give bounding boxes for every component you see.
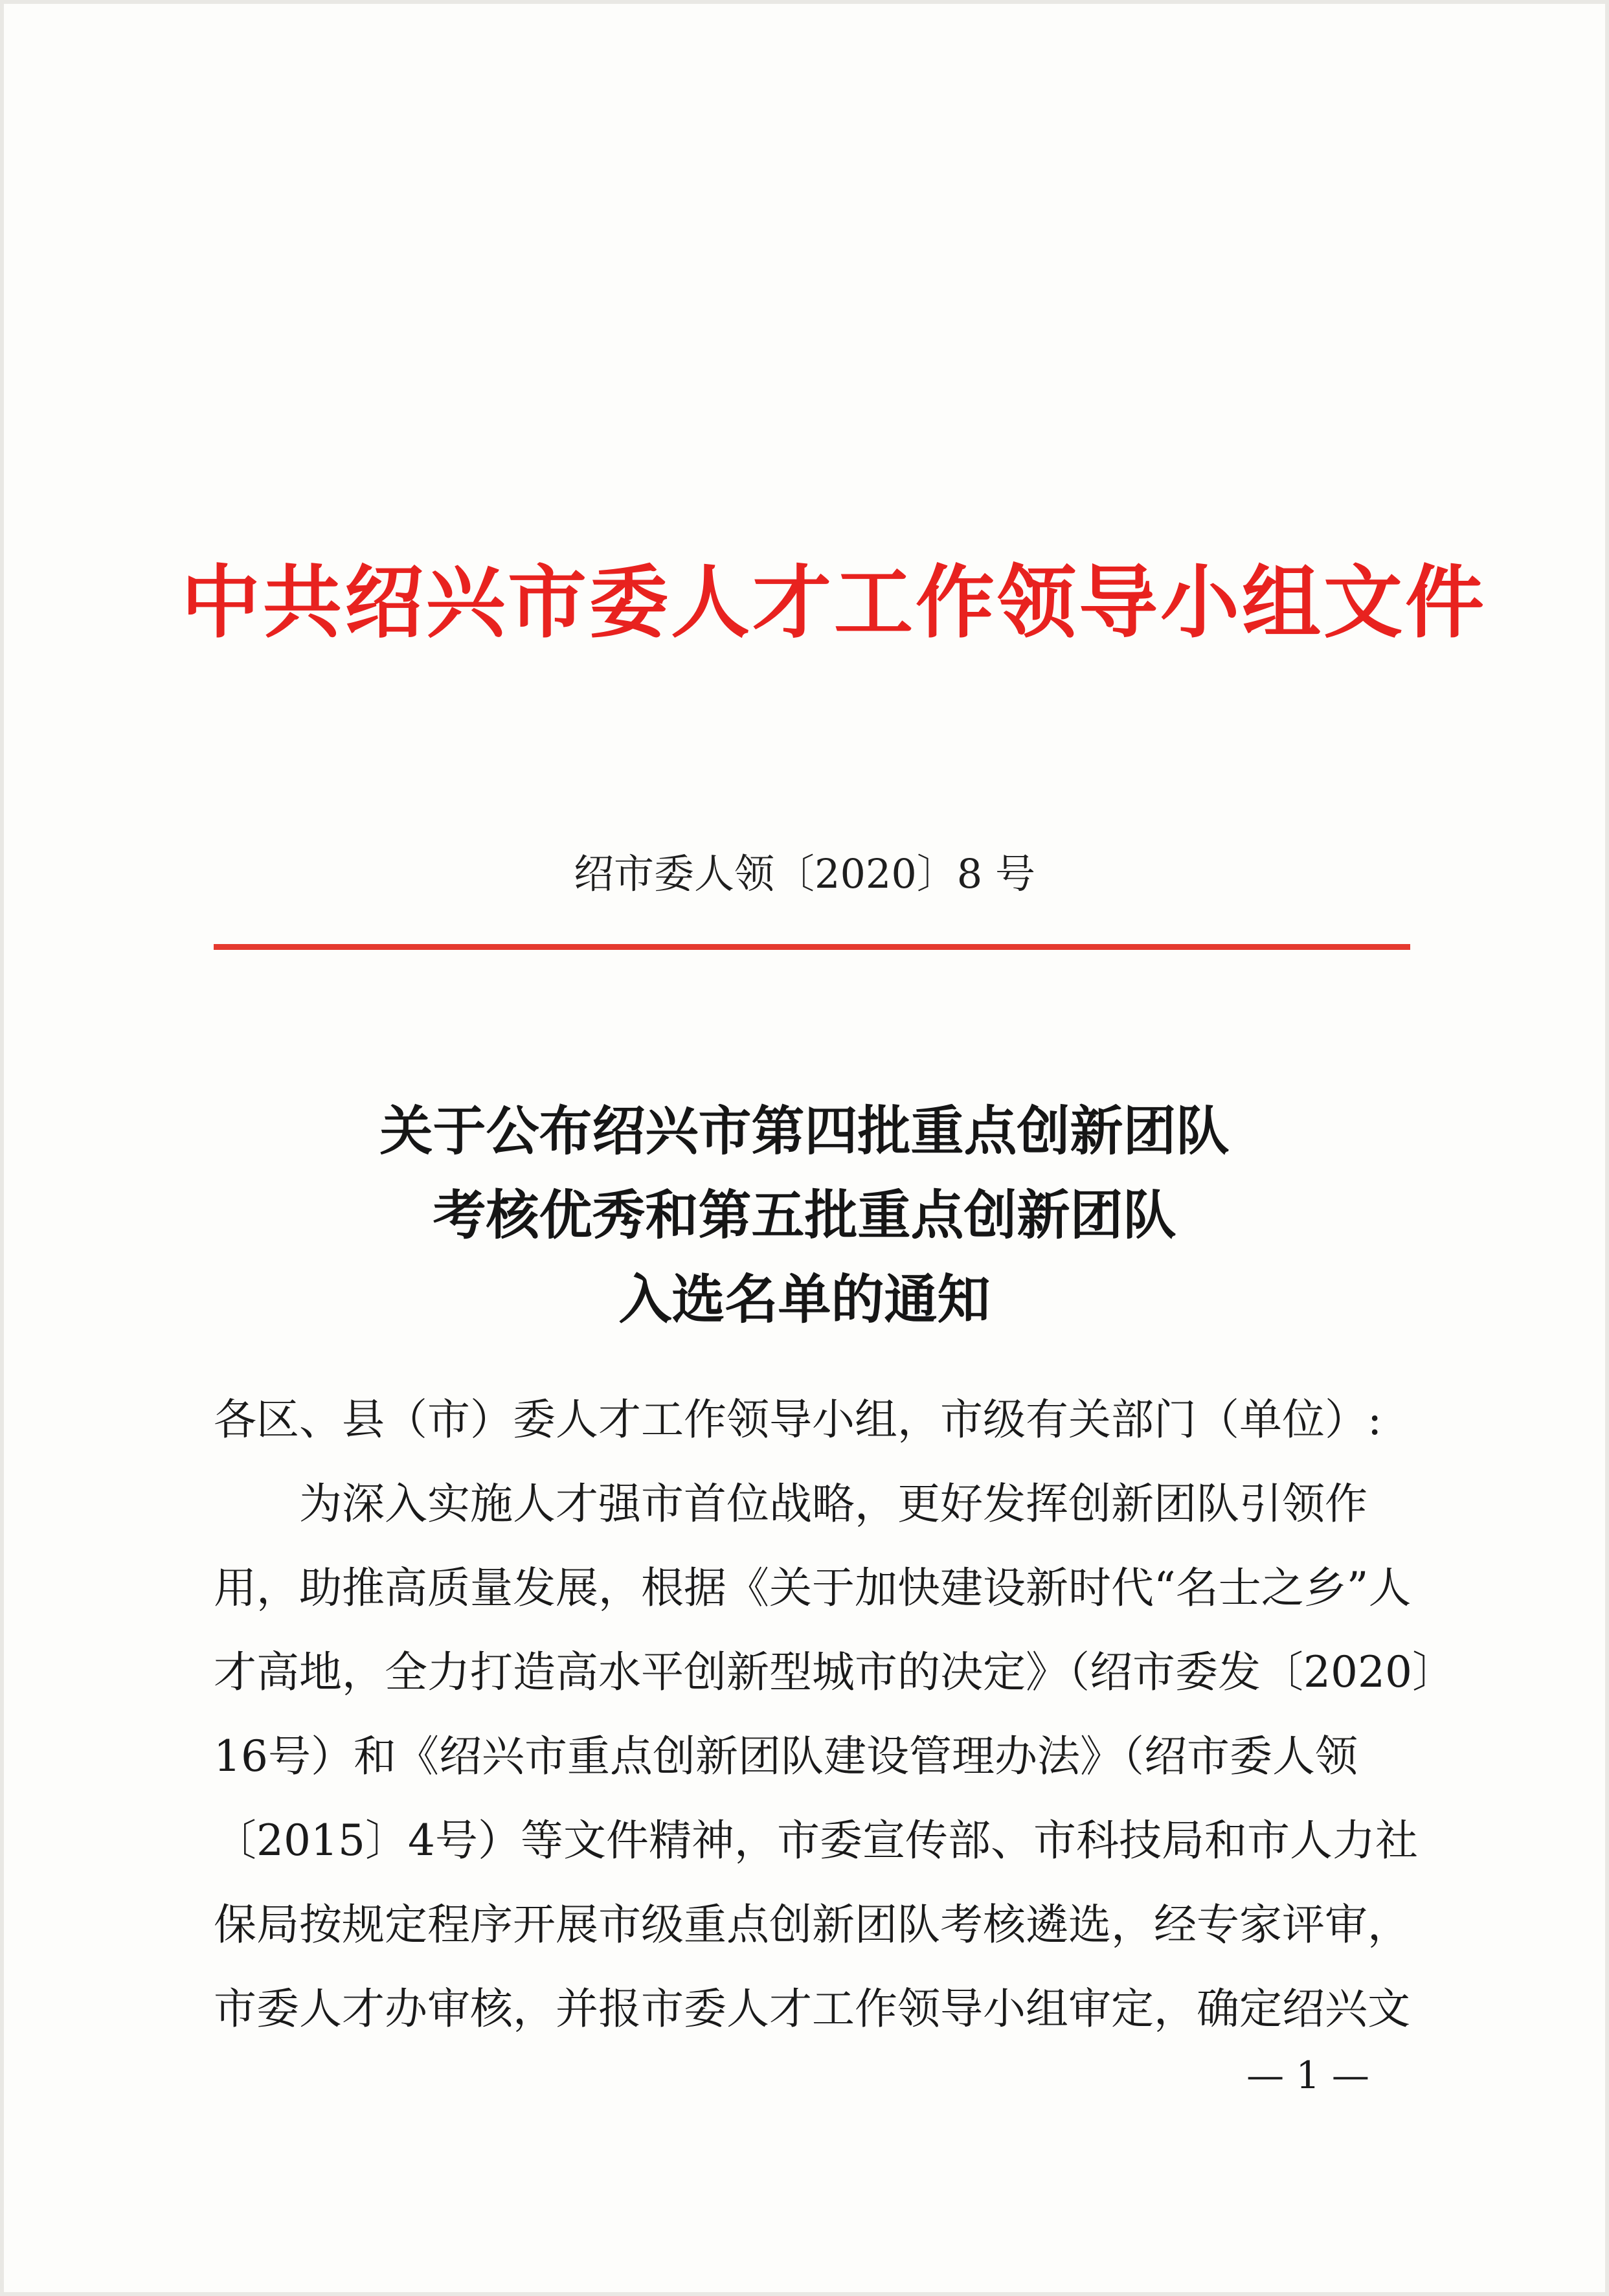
issuer-header-title: 中共绍兴市委人才工作领导小组文件: [181, 556, 1487, 649]
page-number: — 1 —: [1246, 2053, 1369, 2097]
document-title: [181, 1089, 1428, 1342]
body-line: 市委人才办审核，并报市委人才工作领导小组审定，确定绍兴文: [214, 1984, 1410, 2034]
body-line: 16号）和《绍兴市重点创新团队建设管理办法》（绍市委人领: [214, 1731, 1358, 1781]
body-line: 用，助推高质量发展，根据《关于加快建设新时代“名士之乡”人: [214, 1563, 1412, 1613]
body-line: 为深入实施人才强市首位战略，更好发挥创新团队引领作: [214, 1479, 1367, 1529]
body-line: 〔2015〕4号）等文件精神，市委宣传部、市科技局和市人力社: [214, 1816, 1418, 1865]
document-title-line: 入选名单的通知: [618, 1268, 991, 1331]
body-line: 才高地，全力打造高水平创新型城市的决定》（绍市委发〔2020〕: [214, 1647, 1455, 1697]
document-title-line: 考核优秀和第五批重点创新团队: [433, 1184, 1176, 1246]
salutation: 各区、县（市）委人才工作领导小组，市级有关部门（单位）:: [214, 1395, 1382, 1445]
red-divider-line: [214, 944, 1410, 950]
document-title-line: 关于公布绍兴市第四批重点创新团队: [379, 1100, 1230, 1162]
document-number: 绍市委人领〔2020〕8 号: [574, 850, 1035, 897]
body-line: 保局按规定程序开展市级重点创新团队考核遴选，经专家评审，: [214, 1900, 1410, 1950]
document-body: [214, 1378, 1455, 2051]
